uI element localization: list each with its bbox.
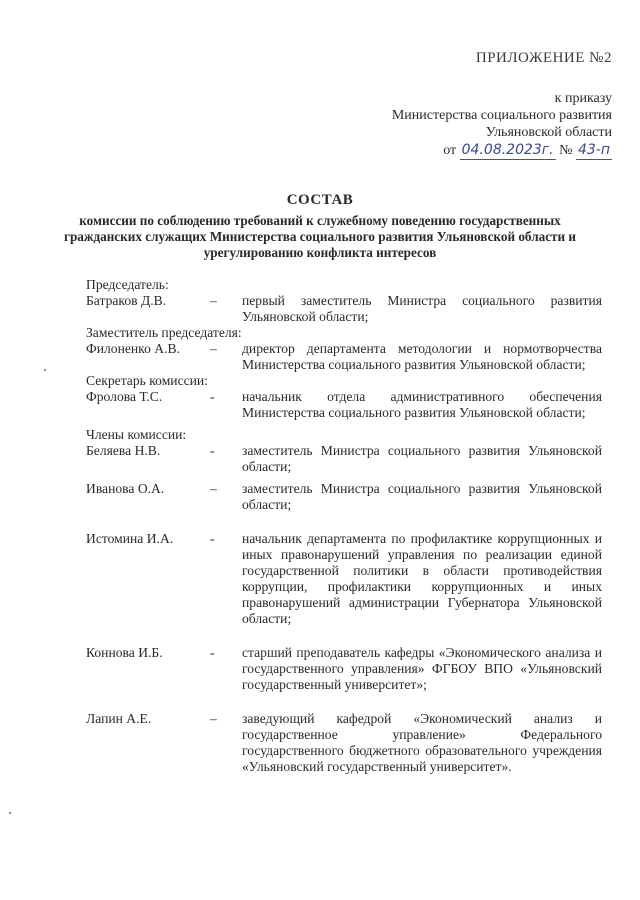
order-reference: [392, 90, 612, 160]
deputy-entry: [86, 341, 602, 373]
member-name: Беляева Н.В.: [86, 443, 161, 458]
document-heading: [0, 192, 640, 261]
member-entry: [86, 443, 602, 475]
member-position: директор департамента методологии и нормотворчества Министерства социального развития Ульяновской области;: [242, 341, 602, 372]
member-dash: –: [210, 711, 217, 726]
member-entry: [86, 711, 602, 775]
member-position: первый заместитель Министра социального развития Ульяновской области;: [242, 293, 602, 324]
document-subtitle: комиссии по соблюдению требований к служебному поведению государственных гражданских служащих Министерства социального развития Ульяновской области и урегулированию конфликта интересов: [63, 213, 577, 260]
deputy-label: Заместитель председателя:: [86, 325, 242, 340]
member-dash: -: [210, 389, 215, 404]
chair-entry: [86, 293, 602, 325]
member-position: старший преподаватель кафедры «Экономического анализа и государственного управления» ФГБОУ ВПО «Ульяновский государственный университет»;: [242, 645, 602, 692]
secretary-label: Секретарь комиссии:: [86, 373, 208, 388]
member-position: заведующий кафедрой «Экономический анализ и государственное управление» Федерального государственного бюджетного образовательного учреждения «Ульяновский государственный университет».: [242, 711, 602, 774]
order-number: [576, 142, 612, 160]
member-name: Лапин А.Е.: [86, 711, 152, 726]
order-line: Министерства социального развития: [391, 108, 612, 123]
date-prefix: от: [443, 143, 457, 158]
member-dash: -: [210, 531, 215, 546]
document-title: СОСТАВ: [286, 192, 354, 208]
members-label: Члены комиссии:: [86, 427, 187, 442]
member-entry: [86, 645, 602, 693]
order-date: [460, 142, 556, 160]
secretary-entry: [86, 389, 602, 421]
member-position: начальник отдела административного обеспечения Министерства социального развития Ульяновской области;: [242, 389, 602, 420]
member-name: Фролова Т.С.: [86, 389, 163, 404]
member-dash: –: [210, 341, 217, 356]
appendix-title: ПРИЛОЖЕНИЕ №2: [475, 50, 612, 66]
member-name: Филоненко А.В.: [86, 341, 180, 356]
member-dash: -: [210, 645, 215, 660]
member-dash: -: [210, 443, 215, 458]
member-dash: –: [210, 481, 217, 496]
handwritten-date: 04.08.2023г.: [461, 142, 554, 158]
scan-speck: [9, 812, 11, 814]
number-sign: №: [559, 143, 573, 158]
member-entry: [86, 481, 602, 513]
commission-roster: [86, 277, 602, 775]
member-dash: –: [210, 293, 217, 308]
member-position: начальник департамента по профилактике коррупционных и иных правонарушений управления по реализации единой государственной политики в области противодействия коррупции, профилактики коррупционных и иных правонарушений администрации Губернатора Ульяновской области;: [242, 531, 602, 626]
member-name: Батраков Д.В.: [86, 293, 167, 308]
member-name: Истомина И.А.: [86, 531, 174, 546]
order-line: Ульяновской области: [485, 125, 612, 140]
appendix-header: [476, 50, 612, 67]
member-entry: [86, 531, 602, 627]
member-name: Коннова И.Б.: [86, 645, 163, 660]
chair-label: Председатель:: [86, 277, 169, 292]
scan-speck: [44, 369, 46, 371]
order-date-line: [392, 142, 612, 160]
handwritten-number: 43-п: [577, 142, 610, 158]
member-position: заместитель Министра социального развития Ульяновской области;: [242, 481, 602, 512]
member-position: заместитель Министра социального развития Ульяновской области;: [242, 443, 602, 474]
member-name: Иванова О.А.: [86, 481, 165, 496]
order-line: к приказу: [554, 91, 612, 106]
